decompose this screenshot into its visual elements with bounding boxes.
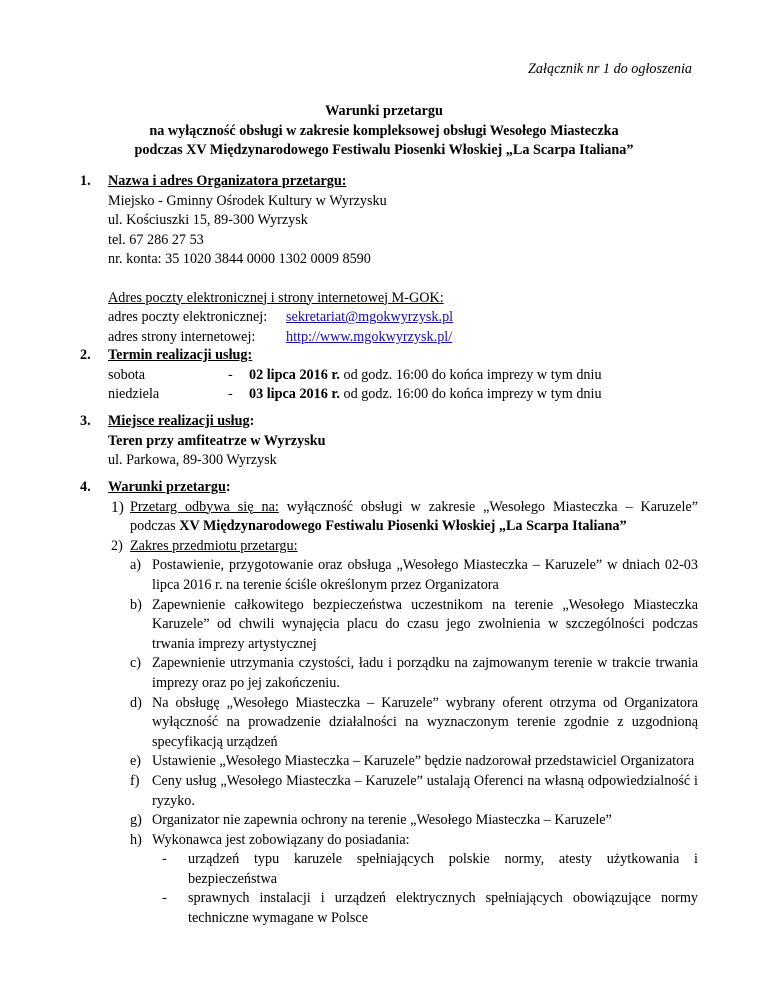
item-marker: d) xyxy=(130,694,142,711)
section-number: 4. xyxy=(80,479,91,495)
item-text: Ceny usług „Wesołego Miasteczka – Karuzele” ustalają Oferenci na własną odpowiedzialność i ryzyko. xyxy=(152,772,698,809)
scope-item xyxy=(130,654,698,693)
item-text: Postawienie, przygotowanie oraz obsługa „Wesołego Miasteczka – Karuzele” w dniach 02-03 lipca 2016 r. na terenie ściśle określonym przez Organizatora xyxy=(152,557,698,593)
date-hours: od godz. 16:00 do końca imprezy w tym dniu xyxy=(339,366,602,383)
point-lead: Przetarg odbywa się na: xyxy=(130,498,279,515)
item-marker: e) xyxy=(130,753,142,770)
item-text: Organizator nie zapewnia ochrony na terenie „Wesołego Miasteczka – Karuzele” xyxy=(152,812,612,829)
location-name: Teren przy amfiteatrze w Wyrzysku xyxy=(108,432,326,449)
festival-name: XV Międzynarodowego Festiwalu Piosenki Włoskiej „La Scarpa Italiana” xyxy=(179,518,627,535)
date-dash: - xyxy=(228,366,233,383)
item-marker: g) xyxy=(130,812,142,829)
date-row xyxy=(108,385,698,405)
section-heading: Nazwa i adres Organizatora przetargu: xyxy=(108,173,347,189)
web-label: adres strony internetowej: xyxy=(108,328,256,345)
point-marker: 2) xyxy=(111,537,123,554)
section-heading-line xyxy=(108,478,698,498)
item-marker: c) xyxy=(130,655,142,672)
section-heading: Miejsce realizacji usług xyxy=(108,413,250,429)
date-dash: - xyxy=(228,386,233,403)
day-label: sobota xyxy=(108,366,146,383)
point-marker: 1) xyxy=(111,498,124,516)
requirement-item xyxy=(152,850,698,889)
date-value: 02 lipca 2016 r. xyxy=(249,366,340,383)
section-number: 1. xyxy=(80,173,91,189)
contact-heading: Adres poczty elektronicznej i strony internetowej M-GOK: xyxy=(108,289,444,306)
title-line-3: podczas XV Międzynarodowego Festiwalu Piosenki Włoskiej „La Scarpa Italiana” xyxy=(134,142,634,159)
dash-marker: - xyxy=(162,851,167,868)
email-link[interactable]: sekretariat@mgokwyrzysk.pl xyxy=(286,309,454,326)
item-marker: b) xyxy=(130,596,142,613)
scope-item xyxy=(130,752,698,772)
item-text: Zapewnienie utrzymania czystości, ładu i porządku na zajmowanym terenie w trakcie trwania imprezy oraz po jej zakończeniu. xyxy=(152,655,698,691)
scope-item xyxy=(130,694,698,753)
condition-point-2 xyxy=(108,537,698,929)
item-text: Zapewnienie całkowitego bezpieczeństwa uczestnikom na terenie „Wesołego Miasteczka Karuzele” od chwili wynajęcia placu do czasu jego zwolnienia w szczególności podczas trwania imprezy artystycznej xyxy=(152,596,698,652)
section-heading-line xyxy=(108,412,698,432)
item-marker: f) xyxy=(130,772,140,789)
scope-item xyxy=(130,811,698,831)
location-address: ul. Parkowa, 89-300 Wyrzysk xyxy=(108,452,277,469)
email-label: adres poczty elektronicznej: xyxy=(108,309,268,326)
date-row xyxy=(108,366,698,386)
organizer-phone: tel. 67 286 27 53 xyxy=(108,231,204,248)
condition-point-1 xyxy=(108,498,698,537)
item-marker: a) xyxy=(130,557,142,574)
section-number: 2. xyxy=(80,347,91,363)
requirement-text: sprawnych instalacji i urządzeń elektrycznych spełniających obowiązujące normy techniczne wymagane w Polsce xyxy=(188,890,698,927)
section-heading: Warunki przetargu xyxy=(108,479,226,495)
date-hours: od godz. 16:00 do końca imprezy w tym dniu xyxy=(339,386,602,403)
web-link[interactable]: http://www.mgokwyrzysk.pl/ xyxy=(286,328,453,345)
date-text xyxy=(249,385,602,405)
section-dates xyxy=(80,346,698,405)
item-text: Wykonawca jest zobowiązany do posiadania: xyxy=(152,831,410,848)
item-text: Na obsługę „Wesołego Miasteczka – Karuzele” wybrany oferent otrzyma od Organizatora wyłączność na prowadzenie działalności na wyznaczonym terenie zgodnie z uzgodnioną specyfikacją urządzeń xyxy=(152,694,698,750)
heading-colon: : xyxy=(249,413,255,429)
document-title xyxy=(0,102,768,161)
email-row xyxy=(108,308,698,328)
heading-colon: : xyxy=(225,479,231,495)
organizer-address: ul. Kościuszki 15, 89-300 Wyrzysk xyxy=(108,212,308,229)
requirement-text: urządzeń typu karuzele spełniających polskie normy, atesty użytkowania i bezpieczeństwa xyxy=(188,851,698,887)
title-line-2: na wyłączność obsługi w zakresie kompleksowej obsługi Wesołego Miasteczka xyxy=(149,122,619,139)
section-number: 3. xyxy=(80,413,91,429)
section-heading: Termin realizacji usług: xyxy=(108,347,253,363)
date-value: 03 lipca 2016 r. xyxy=(249,386,340,403)
requirements-list xyxy=(130,850,698,928)
day-label: niedziela xyxy=(108,386,160,403)
organizer-name: Miejsko - Gminny Ośrodek Kultury w Wyrzysku xyxy=(108,192,387,209)
scope-item xyxy=(130,831,698,851)
title-line-1: Warunki przetargu xyxy=(325,103,443,119)
section-conditions xyxy=(80,478,698,929)
point-text: wyłączność obsługi w zakresie „Wesołego Miasteczka – Karuzele” podczas xyxy=(130,498,698,535)
section-location xyxy=(80,412,698,471)
scope-item xyxy=(130,596,698,655)
scope-item xyxy=(130,772,698,811)
organizer-account: nr. konta: 35 1020 3844 0000 1302 0009 8590 xyxy=(108,251,371,268)
requirement-item xyxy=(152,889,698,928)
item-marker: h) xyxy=(130,831,142,848)
date-text xyxy=(249,366,602,386)
scope-item xyxy=(130,556,698,595)
section-organizer xyxy=(80,172,698,347)
point-lead: Zakres przedmiotu przetargu: xyxy=(130,537,298,554)
dash-marker: - xyxy=(162,890,167,907)
item-text: Ustawienie „Wesołego Miasteczka – Karuzele” będzie nadzorował przedstawiciel Organizatora xyxy=(152,753,695,770)
annex-label: Załącznik nr 1 do ogłoszenia xyxy=(528,61,692,77)
web-row xyxy=(108,328,698,348)
